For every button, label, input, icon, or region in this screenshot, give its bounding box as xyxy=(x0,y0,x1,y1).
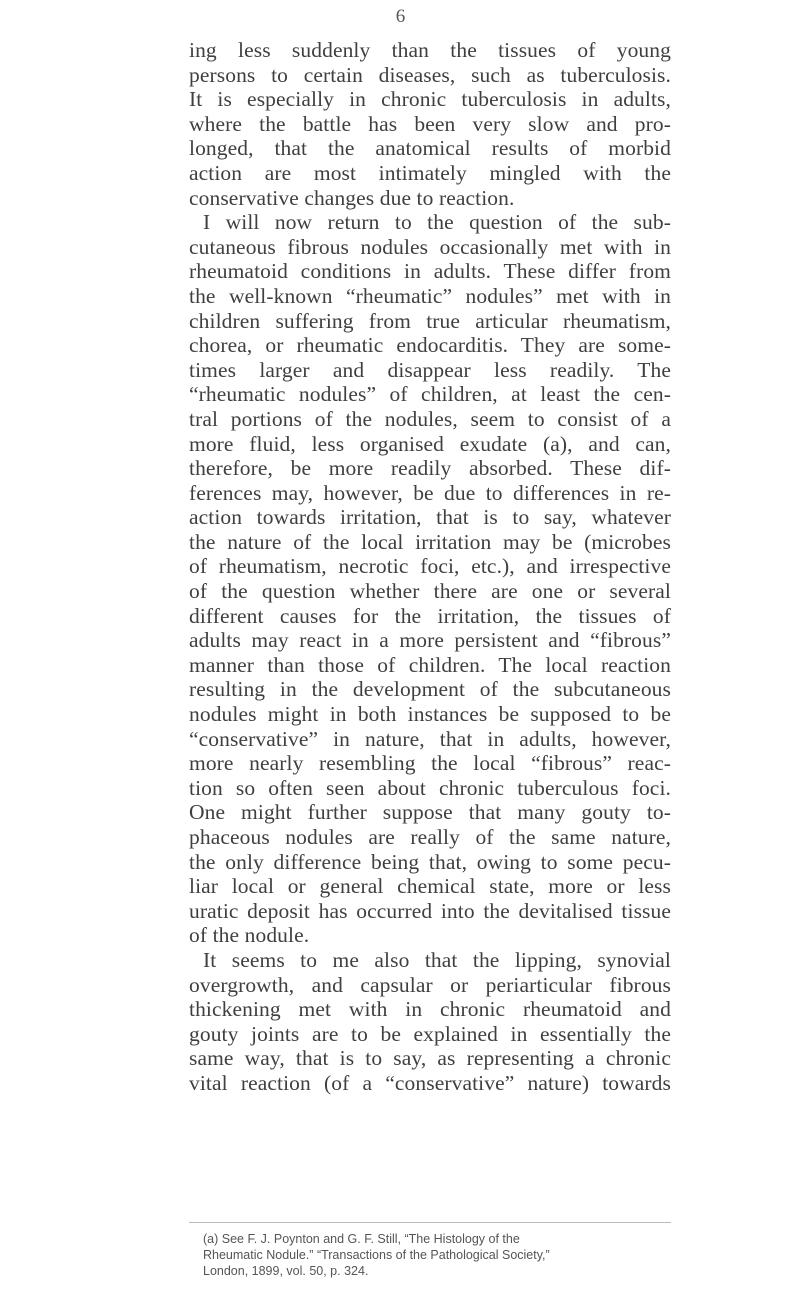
text-line: of rheumatism, necrotic foci, etc.), and irrespective xyxy=(189,554,671,579)
text-line: It seems to me also that the lipping, synovial xyxy=(203,947,671,972)
text-line: of the nodule. xyxy=(189,923,310,948)
text-line: the nature of the local irritation may be (microbes xyxy=(189,529,671,554)
text-line: where the battle has been very slow and pro- xyxy=(189,111,671,136)
text-line: “rheumatic nodules” of children, at least the cen- xyxy=(189,382,671,407)
text-line: same way, that is to say, as representing a chronic xyxy=(189,1046,671,1071)
footnote-rule xyxy=(189,1222,671,1223)
text-line: thickening met with in chronic rheumatoid and xyxy=(189,997,671,1022)
text-line: longed, that the anatomical results of morbid xyxy=(189,136,671,161)
text-line: One might further suppose that many gouty to- xyxy=(189,800,671,825)
footnote-line: (a) See F. J. Poynton and G. F. Still, “The Histology of the xyxy=(203,1232,520,1246)
text-line: chorea, or rheumatic endocarditis. They are some- xyxy=(189,333,671,358)
text-line: vital reaction (of a “conservative” nature) towards xyxy=(189,1070,671,1095)
text-line: gouty joints are to be explained in essentially the xyxy=(189,1021,671,1046)
text-line: uratic deposit has occurred into the devitalised tissue xyxy=(189,898,671,923)
text-line: tral portions of the nodules, seem to consist of a xyxy=(189,406,671,431)
text-line: ferences may, however, be due to differences in re- xyxy=(189,480,671,505)
text-line: different causes for the irritation, the tissues of xyxy=(189,603,671,628)
text-line: It is especially in chronic tuberculosis in adults, xyxy=(189,87,671,112)
text-line: ing less suddenly than the tissues of young xyxy=(189,38,671,62)
text-line: the well-known “rheumatic” nodules” met with in xyxy=(189,283,671,308)
text-line: adults may react in a more persistent and “fibrous” xyxy=(189,628,671,653)
text-line: the only difference being that, owing to some pecu- xyxy=(189,849,671,874)
text-line: children suffering from true articular rheumatism, xyxy=(189,308,671,333)
text-line: tion so often seen about chronic tuberculous foci. xyxy=(189,775,671,800)
text-line: I will now return to the question of the sub- xyxy=(203,210,671,235)
text-line: action towards irritation, that is to say, whatever xyxy=(189,505,671,530)
footnote-line: London, 1899, vol. 50, p. 324. xyxy=(203,1264,369,1278)
text-line: overgrowth, and capsular or periarticular fibrous xyxy=(189,972,671,997)
text-line: therefore, be more readily absorbed. These dif- xyxy=(189,456,671,481)
text-line: more nearly resembling the local “fibrous” reac- xyxy=(189,751,671,776)
text-line: action are most intimately mingled with the xyxy=(189,160,671,185)
text-line: resulting in the development of the subcutaneous xyxy=(189,677,671,702)
text-line: persons to certain diseases, such as tuberculosis. xyxy=(189,62,671,87)
text-line: nodules might in both instances be supposed to be xyxy=(189,702,671,727)
text-line: cutaneous fibrous nodules occasionally met with in xyxy=(189,234,671,259)
text-line: of the question whether there are one or several xyxy=(189,579,671,604)
text-line: “conservative” in nature, that in adults, however, xyxy=(189,726,671,751)
footnote xyxy=(203,1231,671,1279)
page-number: 6 xyxy=(395,6,406,27)
footnote-line: Rheumatic Nodule.” “Transactions of the Pathological Society,” xyxy=(203,1248,550,1262)
text-line: times larger and disappear less readily. The xyxy=(189,357,671,382)
body-text xyxy=(189,38,671,1096)
text-line: rheumatoid conditions in adults. These differ from xyxy=(189,259,671,284)
text-line: more fluid, less organised exudate (a), and can, xyxy=(189,431,671,456)
text-line: conservative changes due to reaction. xyxy=(189,185,515,210)
text-line: phaceous nodules are really of the same nature, xyxy=(189,825,671,849)
text-line: manner than those of children. The local reaction xyxy=(189,652,671,677)
text-line: liar local or general chemical state, more or less xyxy=(189,874,671,899)
